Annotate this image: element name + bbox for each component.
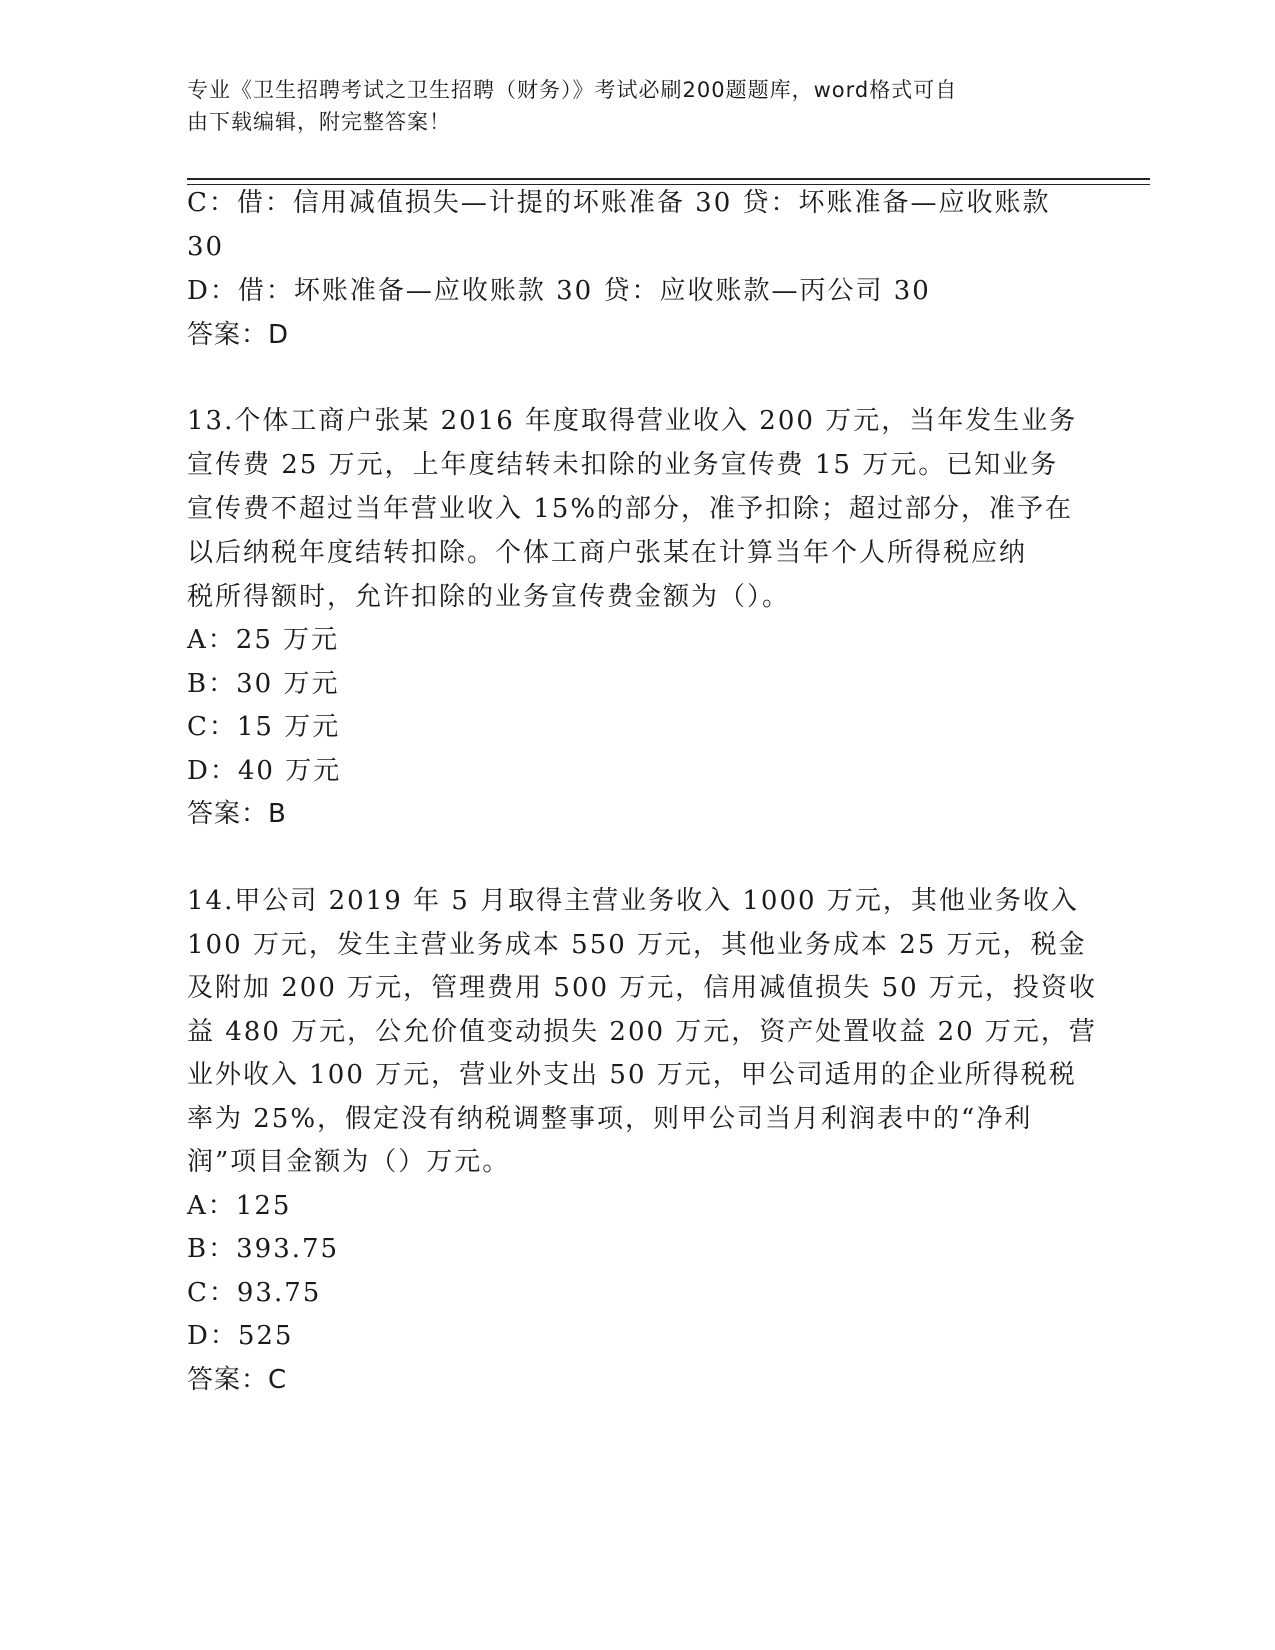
q13-text-line-1: 13.个体工商户张某 2016 年度取得营业收入 200 万元，当年发生业务 xyxy=(187,406,1078,436)
answer: 答案：D xyxy=(187,320,290,350)
q13-option-b: B：30 万元 xyxy=(187,669,340,699)
q14-text-line-3: 及附加 200 万元，管理费用 500 万元，信用减值损失 50 万元，投资收 xyxy=(187,973,1097,1003)
q14-text-line-2: 100 万元，发生主营业务成本 550 万元，其他业务成本 25 万元，税金 xyxy=(187,930,1087,960)
q14-text-line-1: 14.甲公司 2019 年 5 月取得主营业务收入 1000 万元，其他业务收入 xyxy=(187,886,1079,916)
header-rule-thick xyxy=(187,178,1150,180)
q14-text-line-4: 益 480 万元，公允价值变动损失 200 万元，资产处置收益 20 万元，营 xyxy=(187,1017,1097,1047)
q14-answer: 答案：C xyxy=(187,1365,288,1395)
q13-option-d: D：40 万元 xyxy=(187,756,342,786)
q13-text-line-3: 宣传费不超过当年营业收入 15%的部分，准予扣除；超过部分，准予在 xyxy=(187,494,1074,524)
q13-answer: 答案：B xyxy=(187,799,287,829)
option-c: C：借：信用减值损失—计提的坏账准备 30 贷：坏账准备—应收账款 xyxy=(187,188,1051,218)
option-d: D：借：坏账准备—应收账款 30 贷：应收账款—丙公司 30 xyxy=(187,276,931,306)
option-c-continued: 30 xyxy=(187,232,225,262)
q14-option-c: C：93.75 xyxy=(187,1278,322,1308)
header-line-1: 专业《卫生招聘考试之卫生招聘（财务）》考试必刷200题题库，word格式可自 xyxy=(187,78,958,102)
document-header xyxy=(187,74,1067,138)
q13-option-a: A：25 万元 xyxy=(187,625,340,655)
q14-text-line-6: 率为 25%，假定没有纳税调整事项，则甲公司当月利润表中的“净利 xyxy=(187,1104,1033,1134)
q14-text-line-7: 润”项目金额为（）万元。 xyxy=(187,1147,511,1177)
header-line-2: 由下载编辑，附完整答案！ xyxy=(187,110,451,134)
q14-text-line-5: 业外收入 100 万元，营业外支出 50 万元，甲公司适用的企业所得税税 xyxy=(187,1060,1077,1090)
q13-text-line-4: 以后纳税年度结转扣除。个体工商户张某在计算当年个人所得税应纳 xyxy=(187,538,1028,568)
q14-option-d: D：525 xyxy=(187,1321,294,1351)
q14-option-b: B：393.75 xyxy=(187,1234,340,1264)
q13-text-line-5: 税所得额时，允许扣除的业务宣传费金额为（）。 xyxy=(187,582,791,612)
q13-text-line-2: 宣传费 25 万元，上年度结转未扣除的业务宣传费 15 万元。已知业务 xyxy=(187,450,1059,480)
q14-option-a: A：125 xyxy=(187,1191,292,1221)
header-rule-thin xyxy=(187,184,1150,185)
q13-option-c: C：15 万元 xyxy=(187,712,341,742)
